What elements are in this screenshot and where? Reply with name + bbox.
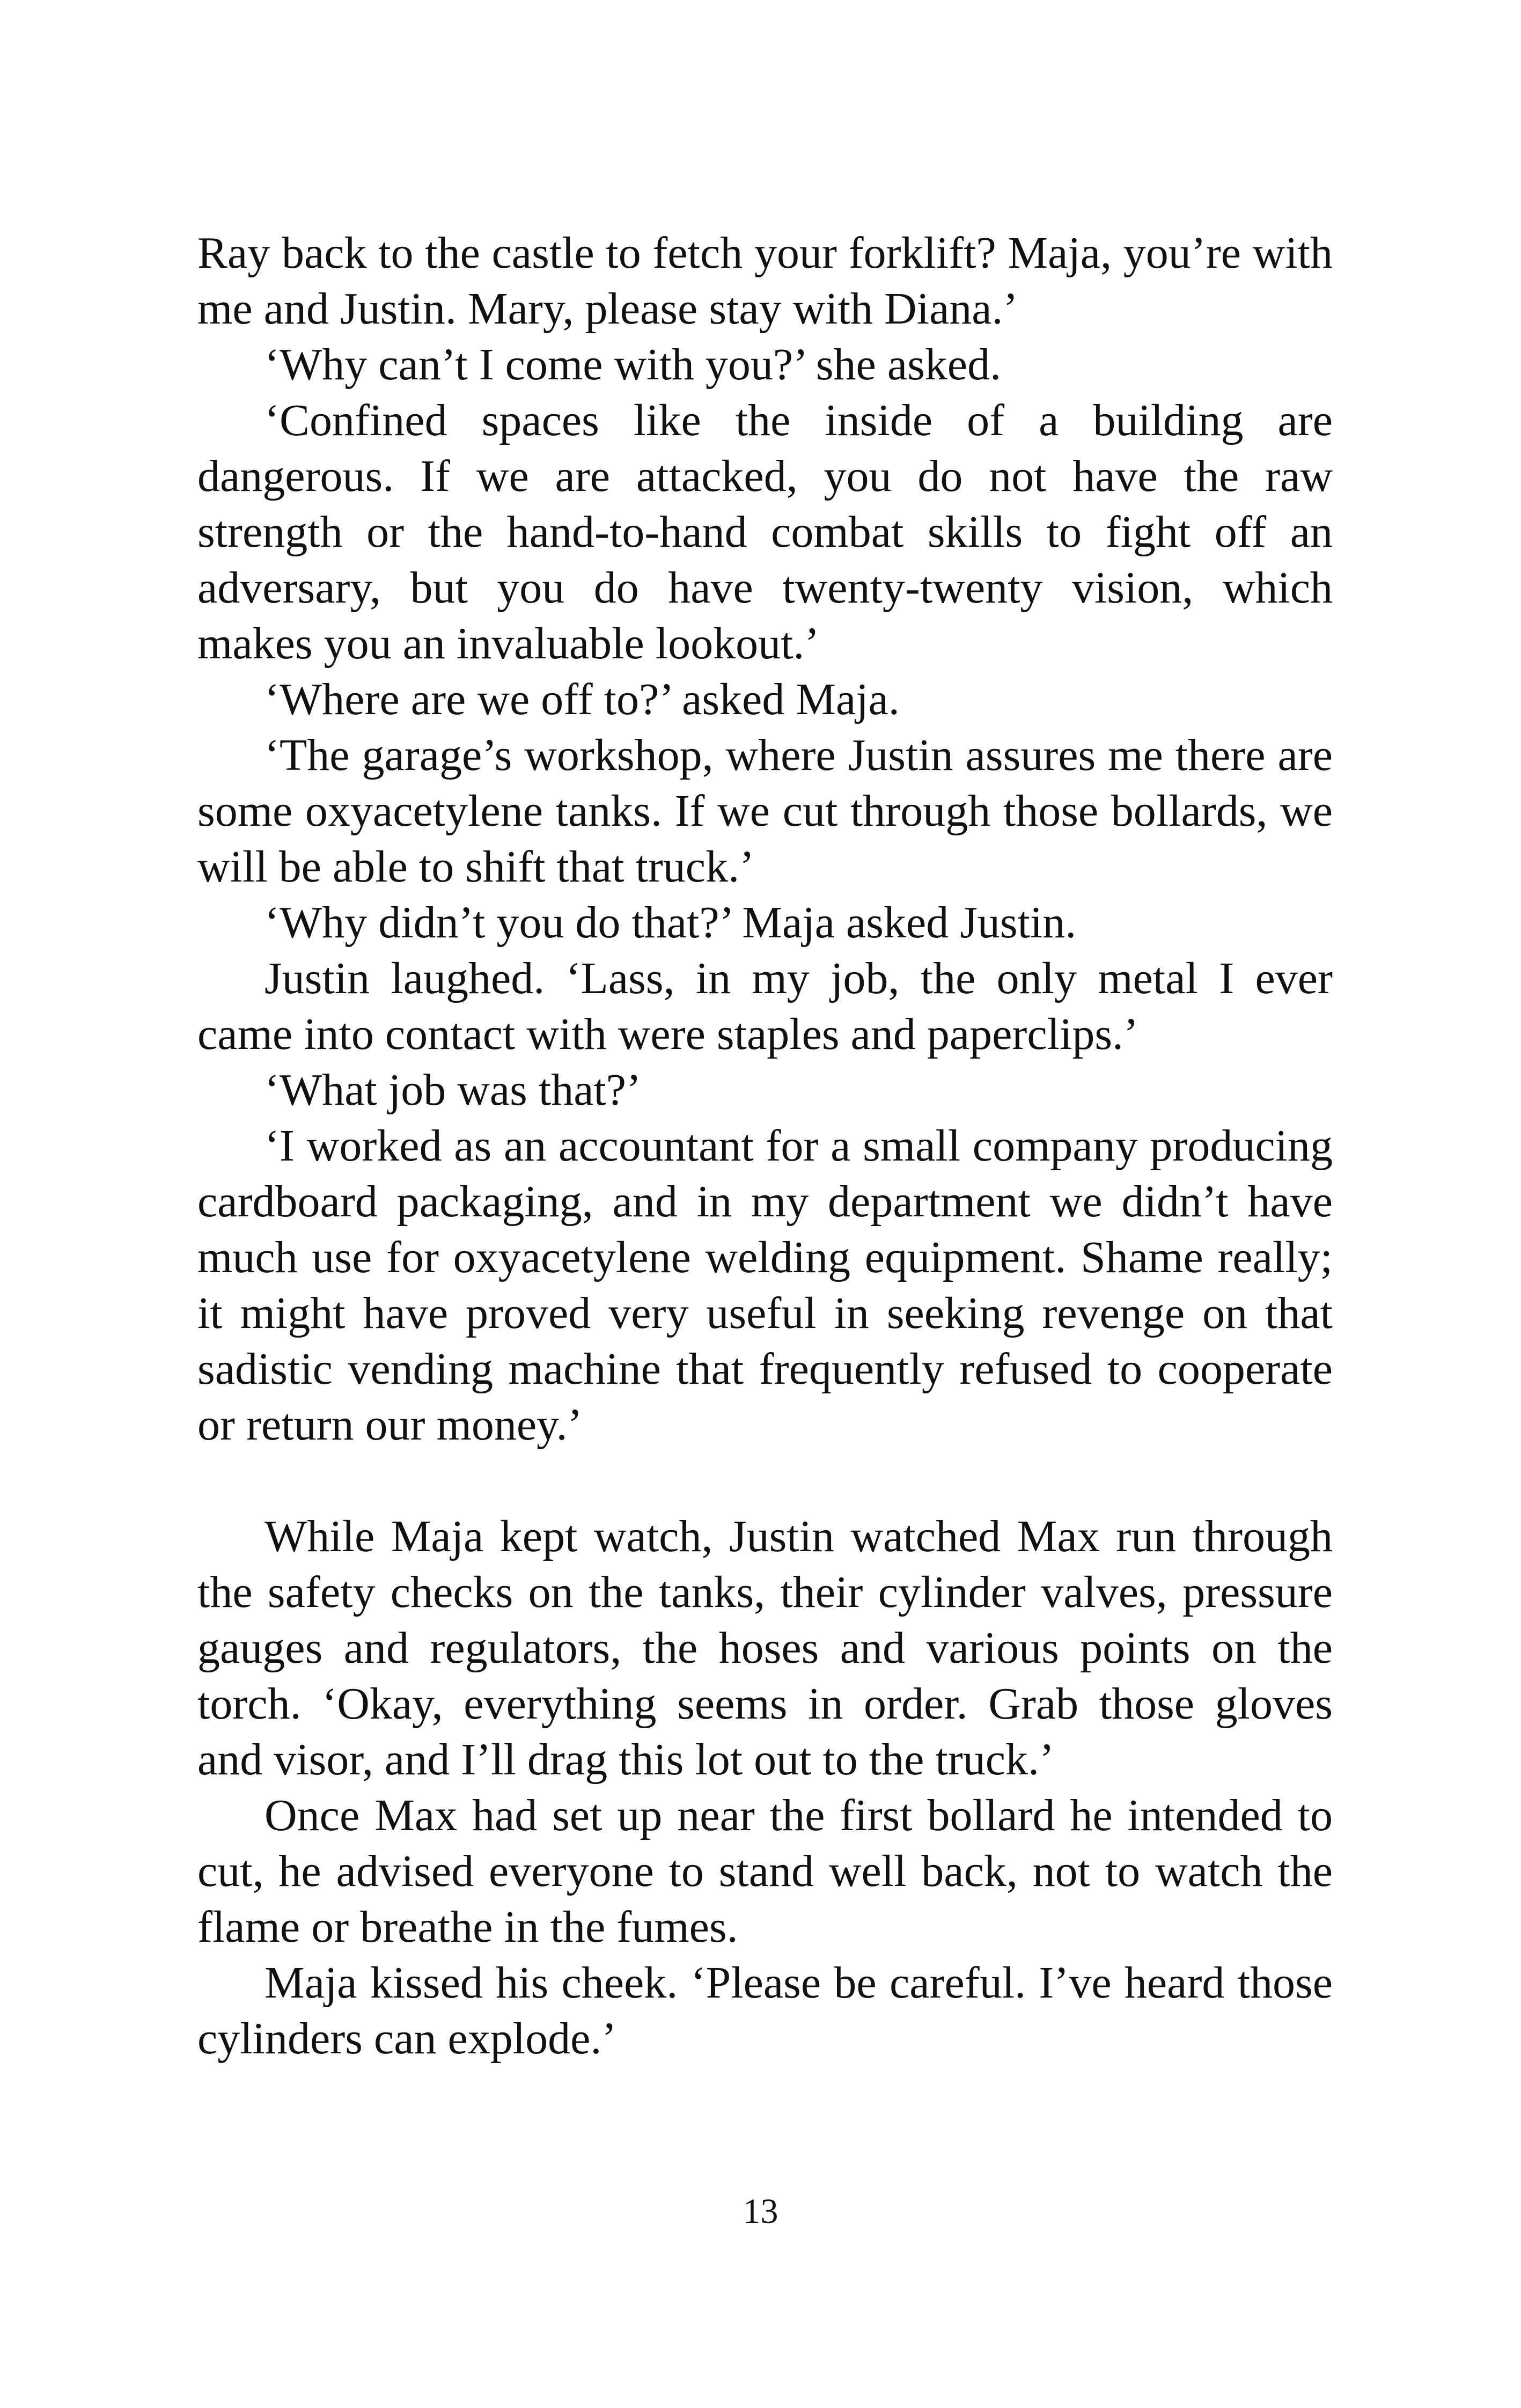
paragraph: Ray back to the castle to fetch your forklift? Maja, you’re with me and Justin. Mary, please stay with Diana.’ xyxy=(197,228,1333,334)
paragraph: ‘What job was that?’ xyxy=(264,1065,642,1115)
paragraph: ‘Why can’t I come with you?’ she asked. xyxy=(264,340,1002,390)
paragraph: While Maja kept watch, Justin watched Max run through the safety checks on the tanks, their cylinder valves, pressure gauges and regulators, the hoses and various points on the torch. ‘Okay, everything seems in order. Grab those gloves and visor, and I’ll drag this lot out to the truck.’ xyxy=(197,1511,1333,1785)
page-number: 13 xyxy=(743,2192,778,2231)
body-text xyxy=(197,225,1333,2067)
paragraph: ‘Where are we off to?’ asked Maja. xyxy=(264,674,900,724)
paragraph: Once Max had set up near the first bollard he intended to cut, he advised everyone to stand well back, not to watch the flame or breathe in the fumes. xyxy=(197,1790,1333,1952)
paragraph: ‘Why didn’t you do that?’ Maja asked Justin. xyxy=(264,898,1077,948)
paragraph: Justin laughed. ‘Lass, in my job, the only metal I ever came into contact with were staples and paperclips.’ xyxy=(197,953,1333,1059)
paragraph: Maja kissed his cheek. ‘Please be careful. I’ve heard those cylinders can explode.’ xyxy=(197,1958,1333,2064)
paragraph: ‘I worked as an accountant for a small company producing cardboard packaging, and in my department we didn’t have much use for oxyacetylene welding equipment. Shame really; it might have proved very useful in seeking revenge on that sadistic vending machine that frequently refused to cooperate or return our money.’ xyxy=(197,1121,1333,1450)
paragraph: ‘The garage’s workshop, where Justin assures me there are some oxyacetylene tanks. If we cut through those bollards, we will be able to shift that truck.’ xyxy=(197,730,1333,892)
paragraph: ‘Confined spaces like the inside of a building are dangerous. If we are attacked, you do not have the raw strength or the hand-to-hand combat skills to fight off an adversary, but you do have twenty-twenty vision, which makes you an invaluable lookout.’ xyxy=(197,395,1333,669)
